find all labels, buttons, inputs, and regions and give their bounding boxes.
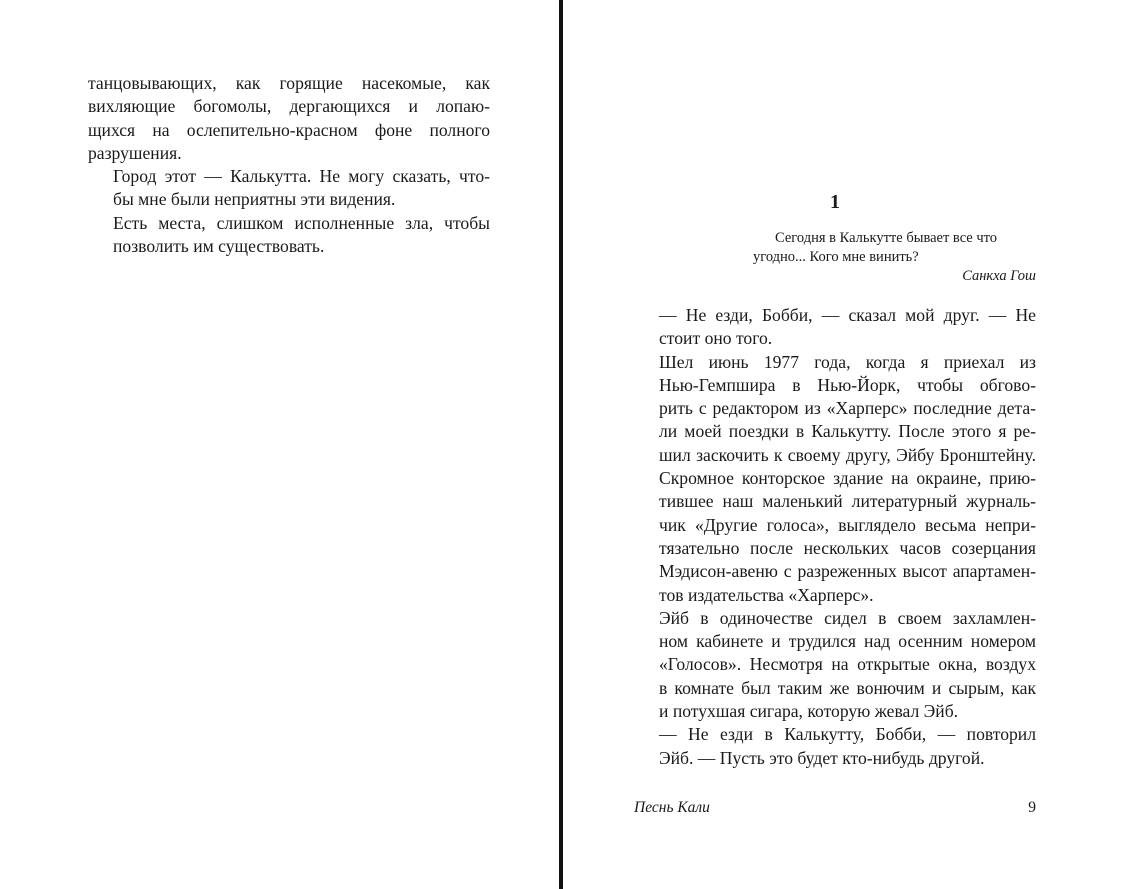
text-line: Скромное конторское здание на окраине, прию- bbox=[659, 468, 1036, 489]
text-line: шил заскочить к своему другу, Эйбу Бронштейну. bbox=[659, 444, 1036, 465]
text-line: разрушения. bbox=[88, 142, 182, 163]
text-line: рить с редактором из «Харперс» последние дета- bbox=[659, 398, 1036, 419]
text-line: Эйб в одиночестве сидел в своем захламлен- bbox=[659, 607, 1036, 628]
paragraph bbox=[88, 72, 490, 165]
text-line: и потухшая сигара, которую жевал Эйб. bbox=[659, 701, 959, 722]
text-line: «Голосов». Несмотря на открытые окна, воздух bbox=[659, 654, 1036, 675]
page-footer bbox=[634, 798, 1036, 818]
chapter-number: 1 bbox=[830, 191, 840, 213]
text-line: Город этот — Калькутта. Не могу сказать, что- bbox=[113, 166, 490, 187]
text-line: тязательно после нескольких часов созерцания bbox=[659, 537, 1036, 558]
text-line: — Не езди в Калькутту, Бобби, — повторил bbox=[659, 724, 1036, 745]
paragraph bbox=[88, 212, 490, 259]
page-number: 9 bbox=[1028, 799, 1036, 816]
paragraph bbox=[634, 351, 1036, 607]
right-page-text bbox=[634, 304, 1036, 770]
text-line: тов издательства «Харперс». bbox=[659, 584, 874, 605]
text-line: щихся на ослепительно-красном фоне полного bbox=[88, 119, 490, 140]
text-line: позволить им существовать. bbox=[113, 236, 325, 257]
text-line: вихляющие богомолы, дергающихся и лопаю- bbox=[88, 96, 490, 117]
text-line: ли моей поездки в Калькутту. После этого я ре- bbox=[659, 421, 1036, 442]
epigraph-line: угодно... Кого мне винить? bbox=[753, 249, 919, 265]
epigraph-author: Санкха Гош bbox=[962, 268, 1036, 284]
text-line: Нью-Гемпшира в Нью-Йорк, чтобы обгово- bbox=[659, 374, 1036, 395]
text-line: бы мне были неприятны эти видения. bbox=[113, 189, 396, 210]
running-title: Песнь Кали bbox=[634, 799, 710, 816]
text-line: Эйб. — Пусть это будет кто-нибудь другой. bbox=[659, 747, 985, 768]
right-page bbox=[566, 0, 1124, 889]
paragraph bbox=[634, 304, 1036, 351]
text-line: в комнате был таким же вонючим и сырым, как bbox=[659, 677, 1036, 698]
text-line: ном кабинете и трудился над осенним номером bbox=[659, 631, 1036, 652]
epigraph bbox=[716, 229, 1036, 286]
text-line: танцовывающих, как горящие насекомые, как bbox=[88, 73, 490, 93]
text-line: Есть места, слишком исполненные зла, чтобы bbox=[113, 212, 490, 233]
epigraph-line: Сегодня в Калькутте бывает все что bbox=[775, 230, 998, 246]
text-line: Мэдисон-авеню с разреженных высот апартамен- bbox=[659, 561, 1036, 582]
paragraph bbox=[634, 723, 1036, 770]
book-spine bbox=[559, 0, 563, 889]
left-page bbox=[0, 0, 559, 889]
paragraph bbox=[88, 165, 490, 212]
text-line: чик «Другие голоса», выглядело весьма непри- bbox=[659, 514, 1036, 535]
text-line: тившее наш маленький литературный журналь- bbox=[659, 491, 1036, 512]
text-line: Шел июнь 1977 года, когда я приехал из bbox=[659, 351, 1036, 372]
text-line: — Не езди, Бобби, — сказал мой друг. — Не bbox=[659, 305, 1036, 325]
paragraph bbox=[634, 607, 1036, 723]
text-line: стоит оно того. bbox=[659, 328, 773, 349]
left-page-text bbox=[88, 72, 490, 258]
